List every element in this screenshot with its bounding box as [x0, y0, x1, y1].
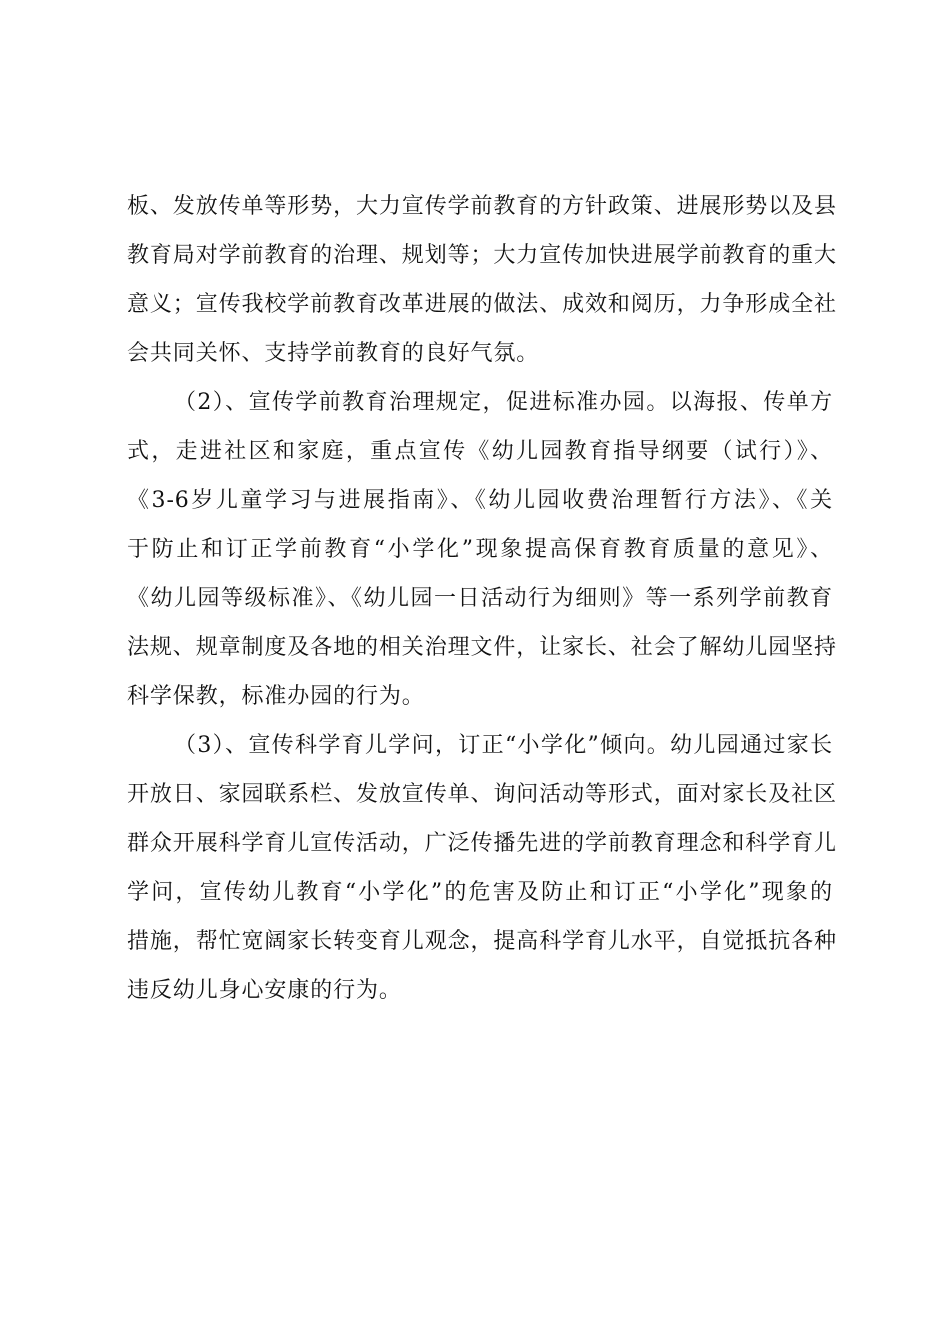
text-line: （3）、宣传科学育儿学问，订正“小学化”倾向。幼儿园通过家长: [174, 733, 833, 758]
text-line: 式，走进社区和家庭，重点宣传《幼儿园教育指导纲要（试行）》、: [127, 439, 833, 464]
document-body: [127, 182, 837, 1015]
text-line: 学问，宣传幼儿教育“小学化”的危害及防止和订正“小学化”现象的: [127, 880, 833, 905]
text-line: 《3-6岁儿童学习与进展指南》、《幼儿园收费治理暂行方法》、《关: [127, 488, 833, 513]
text-line: 于防止和订正学前教育“小学化”现象提高保育教育质量的意见》、: [127, 537, 833, 562]
text-line: 《幼儿园等级标准》、《幼儿园一日活动行为细则》等一系列学前教育: [127, 586, 833, 611]
text-line: （2）、宣传学前教育治理规定，促进标准办园。以海报、传单方: [174, 390, 833, 415]
text-line: 会共同关怀、支持学前教育的良好气氛。: [127, 341, 540, 366]
text-line: 板、发放传单等形势，大力宣传学前教育的方针政策、进展形势以及县: [127, 194, 837, 219]
text-line: 教育局对学前教育的治理、规划等；大力宣传加快进展学前教育的重大: [127, 243, 837, 268]
text-line: 科学保教，标准办园的行为。: [127, 684, 425, 709]
text-line: 措施，帮忙宽阔家长转变育儿观念，提高科学育儿水平，自觉抵抗各种: [127, 929, 837, 954]
text-line: 意义；宣传我校学前教育改革进展的做法、成效和阅历，力争形成全社: [127, 292, 837, 317]
paragraph-3: [127, 721, 837, 1015]
text-line: 违反幼儿身心安康的行为。: [127, 978, 402, 1003]
paragraph-2: [127, 378, 837, 721]
text-line: 法规、规章制度及各地的相关治理文件，让家长、社会了解幼儿园坚持: [127, 635, 837, 660]
text-line: 群众开展科学育儿宣传活动，广泛传播先进的学前教育理念和科学育儿: [127, 831, 837, 856]
text-line: 开放日、家园联系栏、发放宣传单、询问活动等形式，面对家长及社区: [127, 782, 837, 807]
paragraph-1: [127, 182, 837, 378]
